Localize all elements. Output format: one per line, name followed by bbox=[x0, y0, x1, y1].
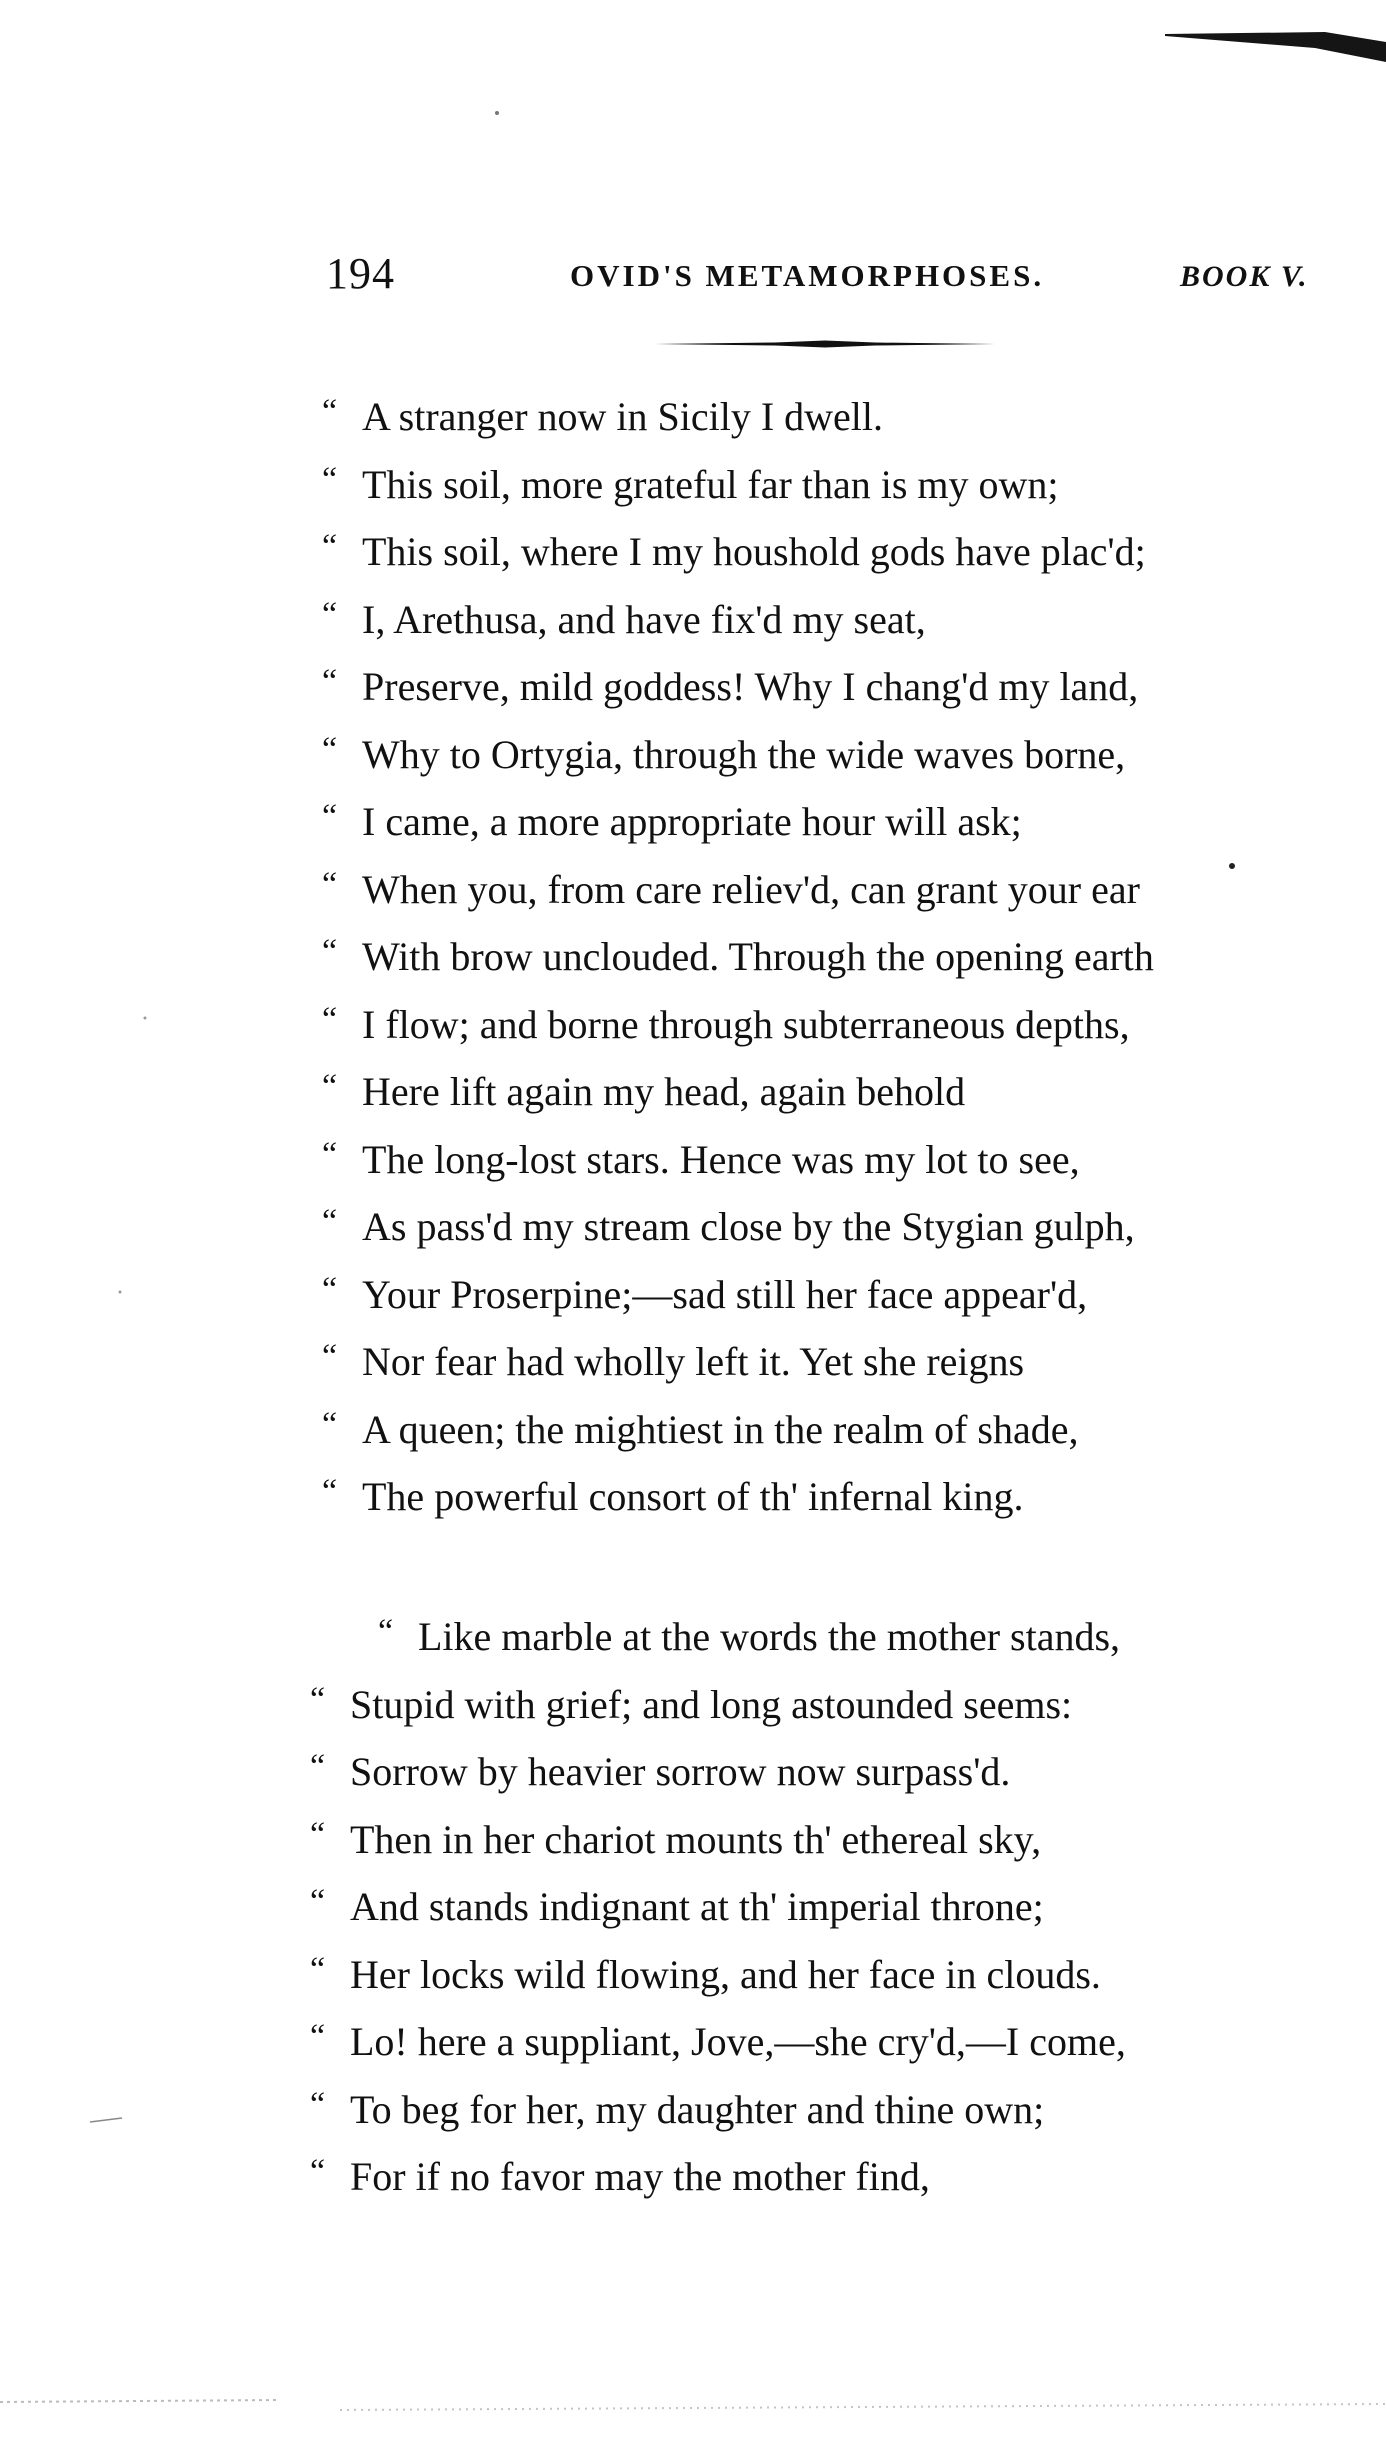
quote-mark: “ bbox=[322, 1473, 338, 1510]
quote-mark: “ bbox=[322, 528, 338, 565]
verse-text: For if no favor may the mother find, bbox=[350, 2154, 930, 2199]
running-title: OVID'S METAMORPHOSES. bbox=[570, 258, 1045, 293]
verse-text: The long-lost stars. Hence was my lot to see, bbox=[362, 1136, 1080, 1182]
quote-mark: “ bbox=[322, 393, 338, 430]
verse-line bbox=[322, 595, 926, 642]
verse-text: When you, from care reliev'd, can grant your ear bbox=[362, 866, 1140, 912]
quote-mark: “ bbox=[322, 798, 338, 835]
verse-line bbox=[322, 1205, 1135, 1247]
quote-mark: “ bbox=[322, 1068, 338, 1105]
verse-text: With brow unclouded. Through the opening earth bbox=[362, 934, 1154, 979]
verse-text: The powerful consort of th' infernal king. bbox=[362, 1474, 1024, 1519]
quote-mark: “ bbox=[310, 1950, 326, 1988]
verse-text: Like marble at the words the mother stands, bbox=[418, 1614, 1121, 1659]
verse-line bbox=[322, 1405, 1079, 1452]
verse-line bbox=[310, 2020, 1126, 2062]
verse-line bbox=[322, 1340, 1024, 1382]
verse-line bbox=[322, 1270, 1088, 1317]
quote-mark: “ bbox=[310, 2085, 326, 2123]
quote-mark: “ bbox=[322, 595, 338, 633]
quote-mark: “ bbox=[322, 730, 338, 768]
quote-mark: “ bbox=[322, 1270, 338, 1308]
verse-text: To beg for her, my daughter and thine own; bbox=[350, 2086, 1045, 2132]
verse-text: And stands indignant at th' imperial throne; bbox=[350, 1884, 1044, 1929]
verse-text: Nor fear had wholly left it. Yet she reigns bbox=[362, 1339, 1025, 1384]
quote-mark: “ bbox=[310, 1680, 326, 1718]
quote-mark: “ bbox=[322, 460, 338, 498]
verse-line bbox=[310, 1680, 1073, 1727]
verse-text: A stranger now in Sicily I dwell. bbox=[362, 394, 884, 439]
verse-line bbox=[322, 800, 1022, 842]
quote-mark: “ bbox=[322, 1338, 338, 1375]
verse-line bbox=[310, 1950, 1101, 1997]
verse-text: A queen; the mightiest in the realm of shade, bbox=[362, 1406, 1079, 1452]
quote-mark: “ bbox=[310, 1815, 326, 1853]
quote-mark: “ bbox=[322, 865, 338, 903]
verse-text: Here lift again my head, again behold bbox=[362, 1069, 966, 1114]
verse-text: This soil, more grateful far than is my own; bbox=[362, 461, 1059, 507]
verse-line bbox=[322, 1475, 1023, 1517]
verse-text: Stupid with grief; and long astounded seems: bbox=[350, 1681, 1073, 1727]
quote-mark: “ bbox=[310, 1748, 326, 1785]
verse-text: Her locks wild flowing, and her face in clouds. bbox=[350, 1951, 1101, 1997]
verse-text: Your Proserpine;—sad still her face appear'd, bbox=[362, 1271, 1088, 1317]
verse-line bbox=[322, 935, 1154, 977]
verse-line bbox=[378, 1615, 1120, 1657]
verse-line bbox=[310, 2155, 930, 2197]
verse-text: I flow; and borne through subterraneous depths, bbox=[362, 1001, 1130, 1047]
verse-text: I came, a more appropriate hour will ask; bbox=[362, 799, 1022, 844]
verse-line bbox=[322, 1000, 1130, 1047]
verse-line bbox=[322, 665, 1138, 707]
page-number: 194 bbox=[326, 249, 395, 298]
quote-mark: “ bbox=[322, 933, 338, 970]
quote-mark: “ bbox=[310, 2018, 326, 2055]
quote-mark: “ bbox=[322, 663, 338, 700]
verse-line bbox=[310, 1885, 1044, 1927]
running-header bbox=[0, 248, 1386, 308]
verse-text: This soil, where I my houshold gods have plac'd; bbox=[362, 529, 1146, 574]
verse-text: As pass'd my stream close by the Stygian gulph, bbox=[362, 1204, 1135, 1249]
quote-mark: “ bbox=[310, 1883, 326, 1920]
verse-line bbox=[322, 460, 1059, 507]
verse-text: I, Arethusa, and have fix'd my seat, bbox=[362, 596, 926, 642]
quote-mark: “ bbox=[310, 2153, 326, 2190]
quote-mark: “ bbox=[378, 1613, 394, 1650]
page-edge-mark bbox=[1165, 28, 1386, 62]
verse-line bbox=[322, 1135, 1080, 1182]
verse-line bbox=[322, 530, 1146, 572]
verse-text: Preserve, mild goddess! Why I chang'd my land, bbox=[362, 664, 1139, 709]
verse-line bbox=[310, 1815, 1042, 1862]
verse-text: Sorrow by heavier sorrow now surpass'd. bbox=[350, 1749, 1011, 1794]
quote-mark: “ bbox=[322, 1000, 338, 1038]
quote-mark: “ bbox=[322, 1203, 338, 1240]
quote-mark: “ bbox=[322, 1135, 338, 1173]
header-rule bbox=[655, 340, 995, 348]
verse-line bbox=[310, 2085, 1045, 2132]
verse-line bbox=[322, 1070, 965, 1112]
verse-line bbox=[322, 395, 883, 437]
quote-mark: “ bbox=[322, 1405, 338, 1443]
verse-line bbox=[322, 865, 1140, 912]
verse-text: Lo! here a suppliant, Jove,—she cry'd,—I come, bbox=[350, 2019, 1126, 2064]
verse-text: Why to Ortygia, through the wide waves borne, bbox=[362, 731, 1126, 777]
verse-line bbox=[322, 730, 1126, 777]
book-label: BOOK V. bbox=[1180, 260, 1309, 293]
verse-line bbox=[310, 1750, 1010, 1792]
verse-text: Then in her chariot mounts th' ethereal sky, bbox=[350, 1816, 1042, 1862]
